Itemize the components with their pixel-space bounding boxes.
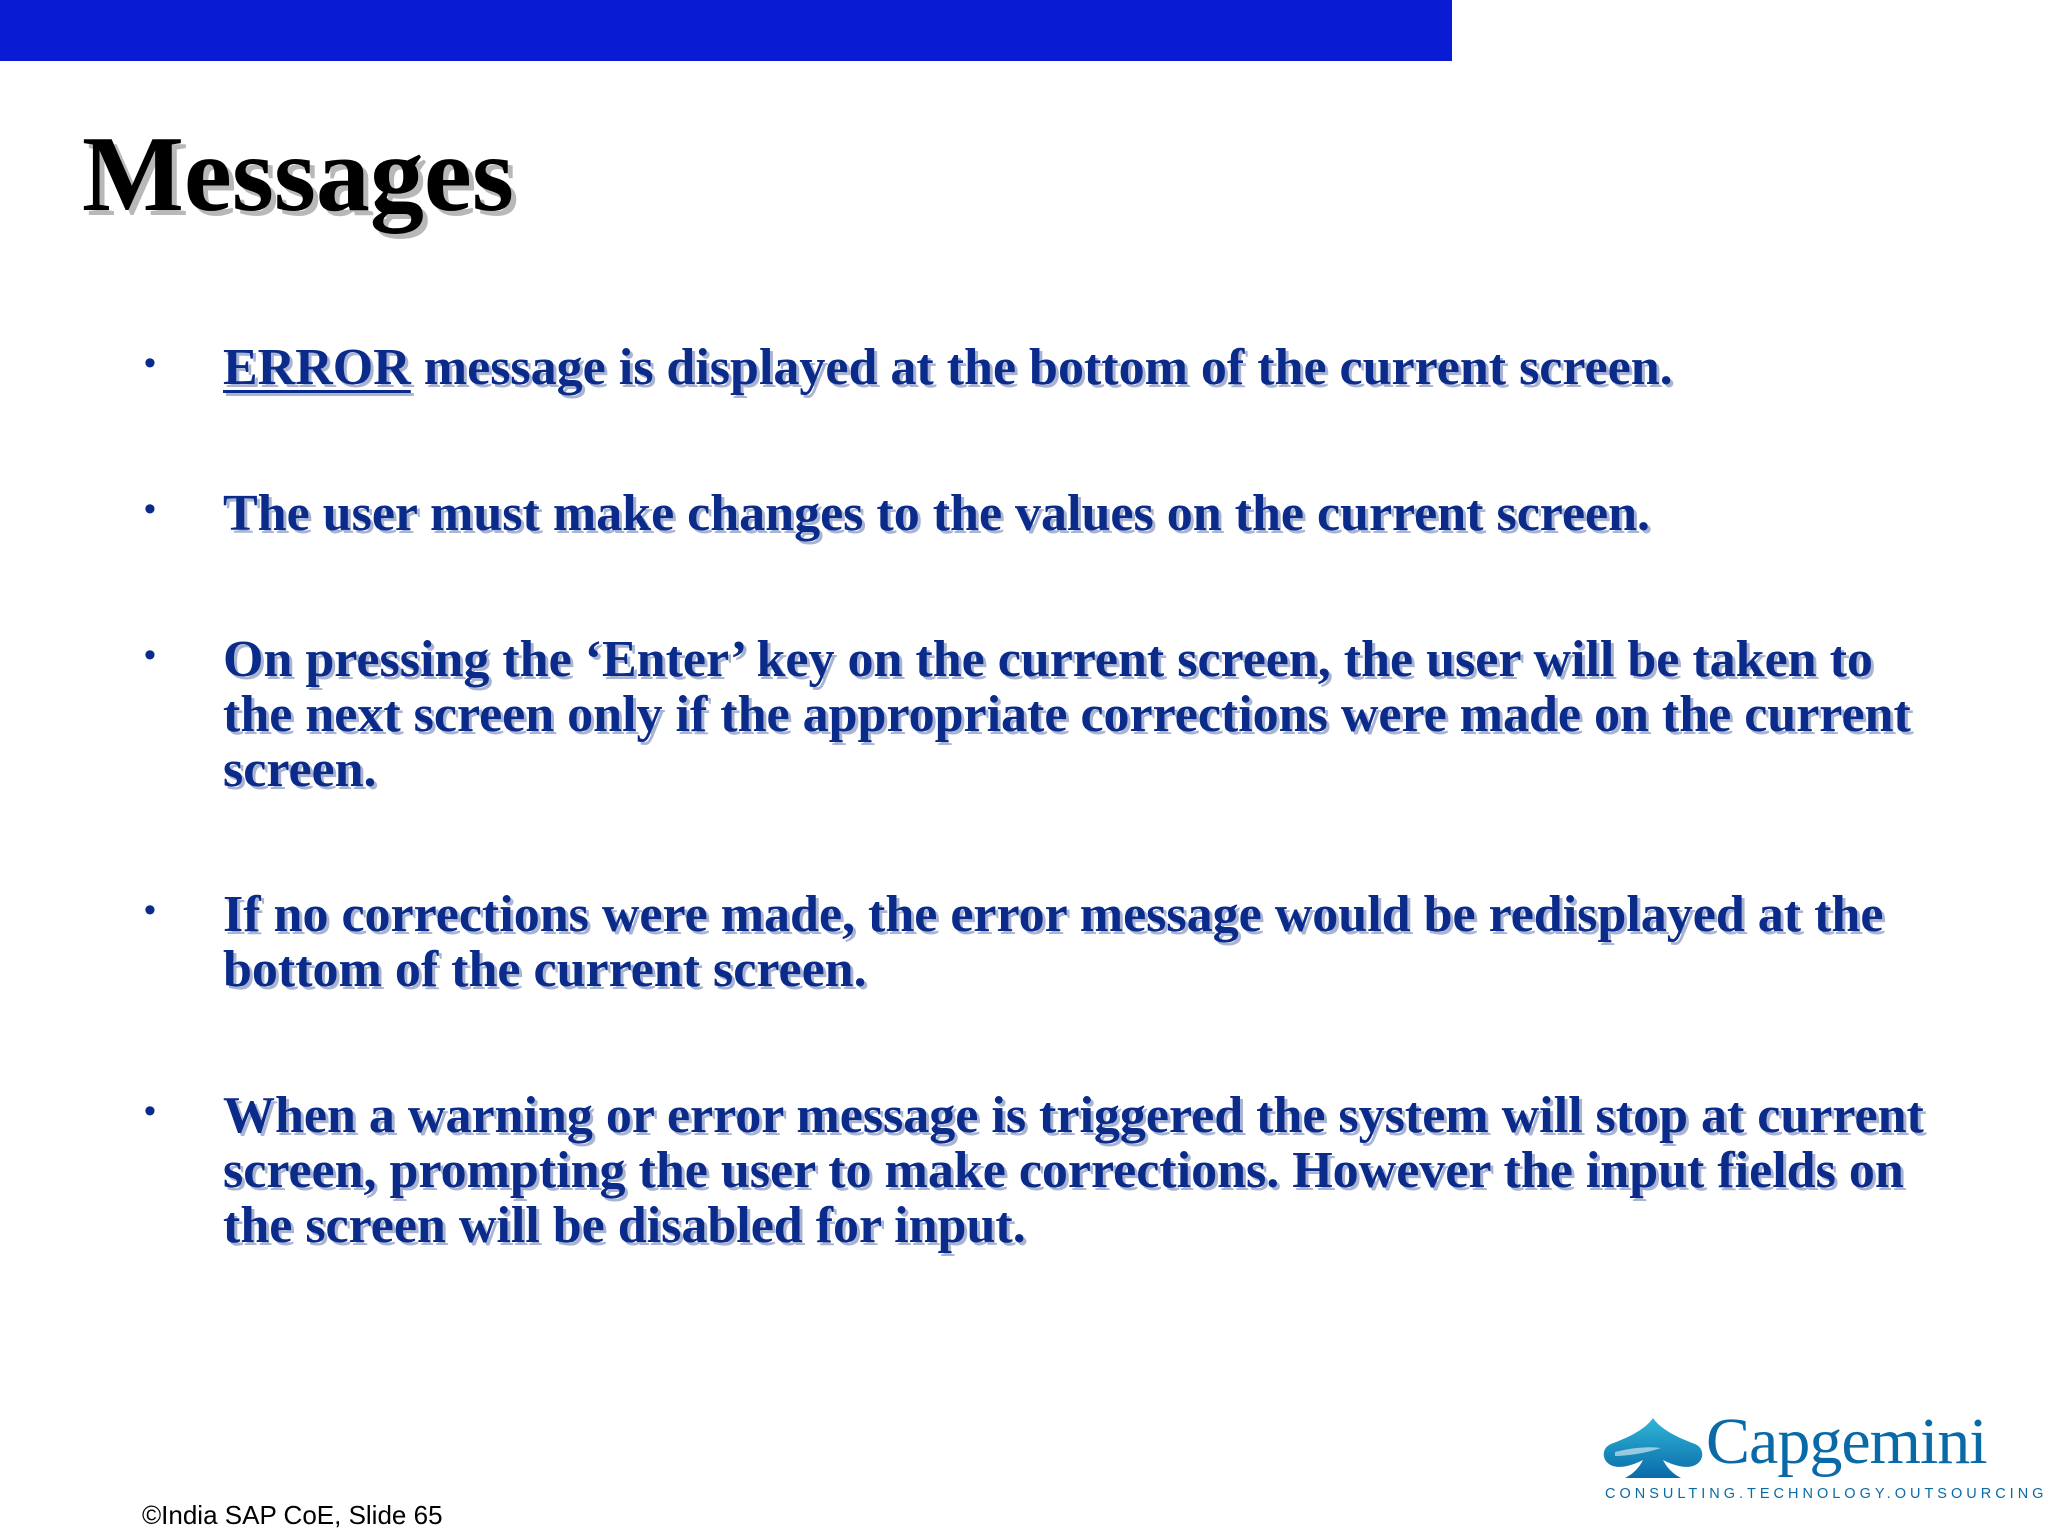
capgemini-logo — [1601, 1405, 2048, 1508]
bullet-marker: • — [144, 344, 156, 382]
slide-title: Messages — [82, 115, 514, 234]
bullet-marker: • — [144, 1092, 156, 1130]
error-keyword: ERROR — [223, 339, 411, 396]
bullet-text: If no corrections were made, the error message would be redisplayed at the bottom of the current screen. — [223, 886, 1884, 998]
bullet-text: When a warning or error message is triggered the system will stop at current screen, prompting the user to make corrections. However the input fields on the screen will be disabled for input. — [223, 1087, 1924, 1254]
bullet-text: On pressing the ‘Enter’ key on the current screen, the user will be taken to the next screen only if the appropriate corrections were made on the current screen. — [223, 631, 1911, 798]
slide-footer: ©India SAP CoE, Slide 65 — [142, 1500, 443, 1530]
bullet-text: The user must make changes to the values on the current screen. — [223, 485, 1651, 542]
logo-wordmark: Capgemini — [1706, 1405, 1987, 1478]
bullet-marker: • — [144, 490, 156, 528]
spade-icon — [1601, 1416, 1705, 1480]
bullet-text-rest: message is displayed at the bottom of the current screen. — [410, 339, 1673, 396]
bullet-marker: • — [144, 636, 156, 674]
bullet-text — [223, 340, 1953, 395]
bullet-marker: • — [144, 891, 156, 929]
logo-tagline: CONSULTING.TECHNOLOGY.OUTSOURCING — [1605, 1486, 2048, 1502]
